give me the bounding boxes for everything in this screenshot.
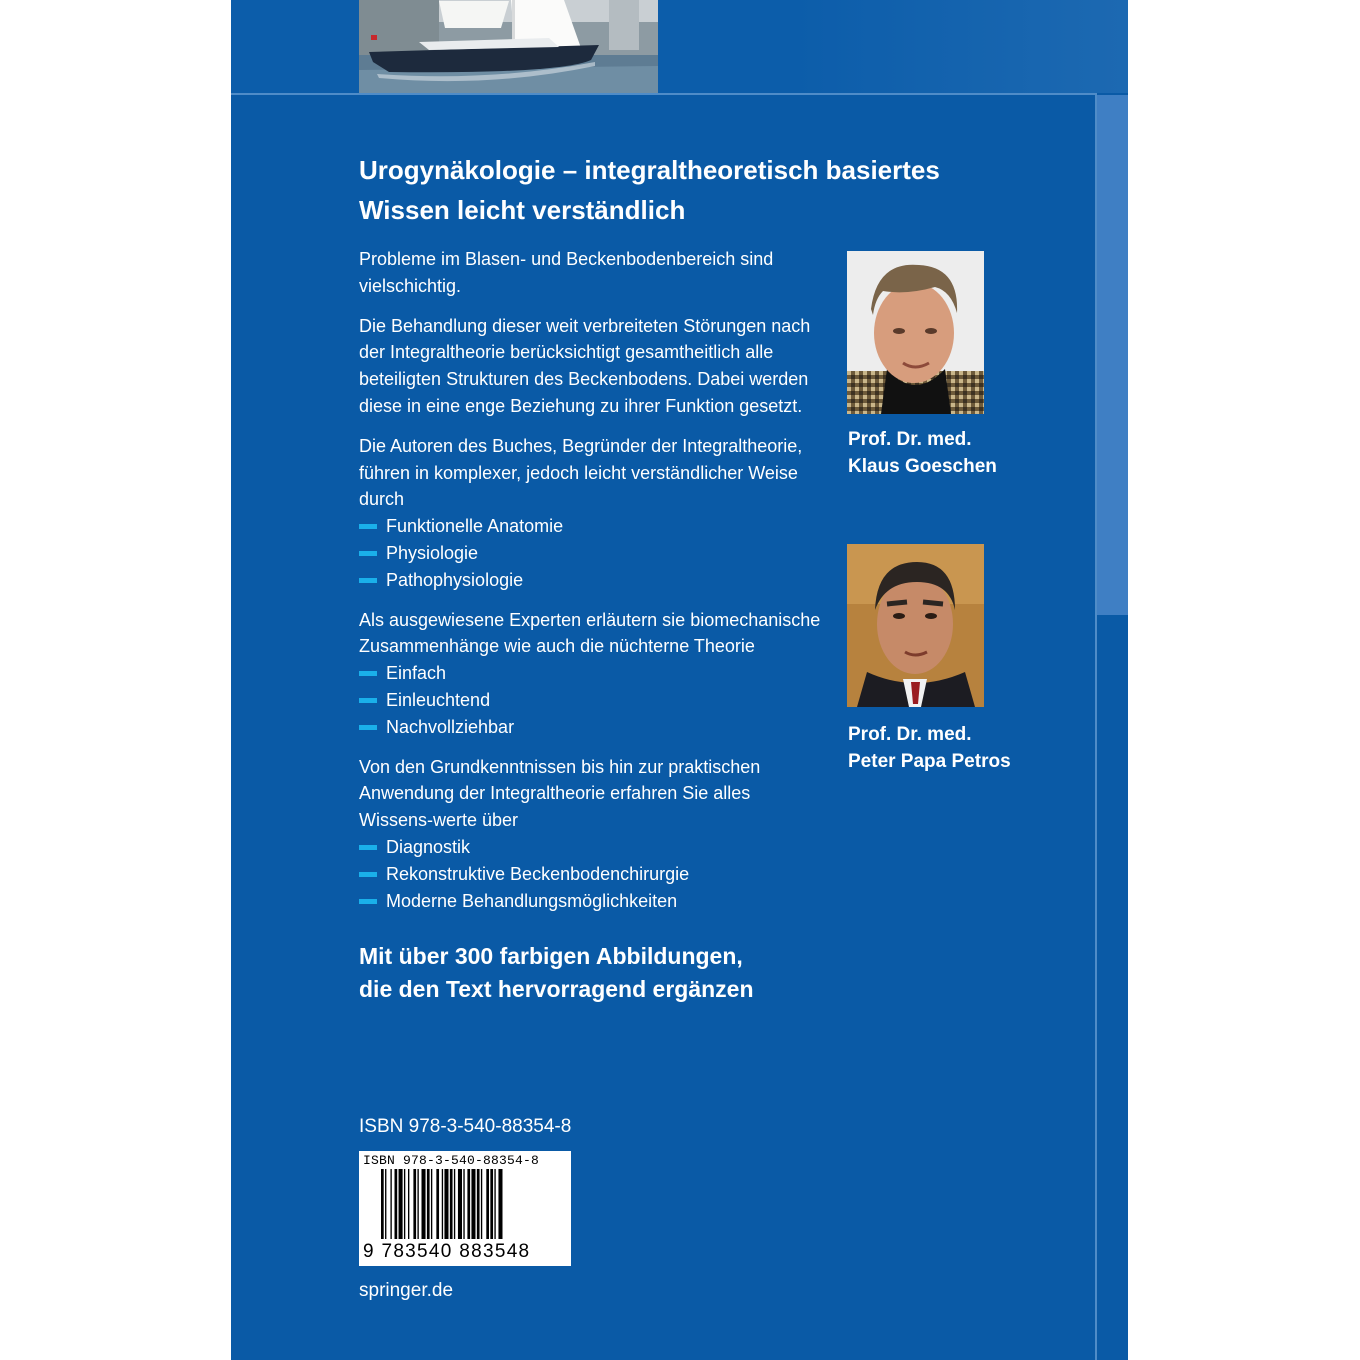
list-item-label: Diagnostik <box>386 836 471 857</box>
paragraph-4: Als ausgewiesene Experten erläutern sie biomechanische Zusammenhänge wie auch die nüchterne Theorie <box>359 609 821 657</box>
list-item <box>359 540 829 567</box>
highlight-line-1: Mit über 300 farbigen Abbildungen, <box>359 943 743 969</box>
publisher-url: springer.de <box>359 1280 454 1301</box>
title-line-1: Urogynäkologie – integraltheoretisch basiertes <box>359 155 940 185</box>
sailboat-photo <box>359 0 658 93</box>
author-name: Klaus Goeschen <box>848 456 997 477</box>
isbn-barcode <box>359 1151 571 1266</box>
author-title: Prof. Dr. med. <box>848 429 972 450</box>
dash-bullet-icon <box>359 899 377 904</box>
isbn-label: ISBN 978-3-540-88354-8 <box>359 1116 572 1137</box>
list-item-label: Physiologie <box>386 542 479 563</box>
dash-bullet-icon <box>359 671 377 676</box>
topic-list-2 <box>359 660 829 740</box>
dash-bullet-icon <box>359 698 377 703</box>
book-back-cover <box>231 0 1128 1360</box>
dash-bullet-icon <box>359 845 377 850</box>
list-item <box>359 513 829 540</box>
author-title: Prof. Dr. med. <box>848 724 972 745</box>
description-text <box>359 246 829 927</box>
list-item <box>359 888 829 915</box>
dash-bullet-icon <box>359 578 377 583</box>
list-item <box>359 567 829 594</box>
side-strip <box>1097 95 1128 615</box>
cover-title <box>359 150 999 230</box>
author-name: Peter Papa Petros <box>848 751 1011 772</box>
author-portrait-goeschen <box>847 251 984 414</box>
top-band-shade <box>794 0 1128 93</box>
paragraph-2: Die Behandlung dieser weit verbreiteten Störungen nach der Integraltheorie berücksichtigt gesamtheitlich alle beteiligten Strukturen des Beckenbodens. Dabei werden diese in eine enge Beziehung zu ihrer Funktion gesetzt. <box>359 315 811 416</box>
paragraph-1: Probleme im Blasen- und Beckenbodenbereich sind vielschichtig. <box>359 249 774 296</box>
topic-list-3 <box>359 834 829 914</box>
list-item-label: Nachvollziehbar <box>386 716 515 737</box>
dash-bullet-icon <box>359 551 377 556</box>
author-caption-petros <box>848 721 1011 775</box>
list-item-label: Einfach <box>386 663 447 684</box>
list-item <box>359 834 829 861</box>
list-item <box>359 687 829 714</box>
frame-line-horizontal <box>231 93 1097 95</box>
paragraph-5: Von den Grundkenntnissen bis hin zur praktischen Anwendung der Integraltheorie erfahren Sie alles Wissens-werte über <box>359 756 761 831</box>
dash-bullet-icon <box>359 872 377 877</box>
author-portrait-petros <box>847 544 984 707</box>
paragraph-3: Die Autoren des Buches, Begründer der Integraltheorie, führen in komplexer, jedoch leicht verständlicher Weise durch <box>359 435 803 510</box>
list-item <box>359 861 829 888</box>
list-item <box>359 714 829 741</box>
list-item-label: Moderne Behandlungsmöglichkeiten <box>386 890 678 911</box>
list-item-label: Rekonstruktive Beckenbodenchirurgie <box>386 863 690 884</box>
dash-bullet-icon <box>359 524 377 529</box>
topic-list-1 <box>359 513 829 593</box>
barcode-number: 9 783540 883548 <box>363 1241 531 1262</box>
author-caption-goeschen <box>848 426 997 480</box>
illustrations-highlight <box>359 940 919 1006</box>
barcode-top-text: ISBN 978-3-540-88354-8 <box>363 1153 540 1168</box>
list-item-label: Einleuchtend <box>386 689 491 710</box>
title-line-2: Wissen leicht verständlich <box>359 195 686 225</box>
list-item <box>359 660 829 687</box>
highlight-line-2: die den Text hervorragend ergänzen <box>359 976 754 1002</box>
list-item-label: Funktionelle Anatomie <box>386 516 564 537</box>
list-item-label: Pathophysiologie <box>386 569 524 590</box>
dash-bullet-icon <box>359 725 377 730</box>
